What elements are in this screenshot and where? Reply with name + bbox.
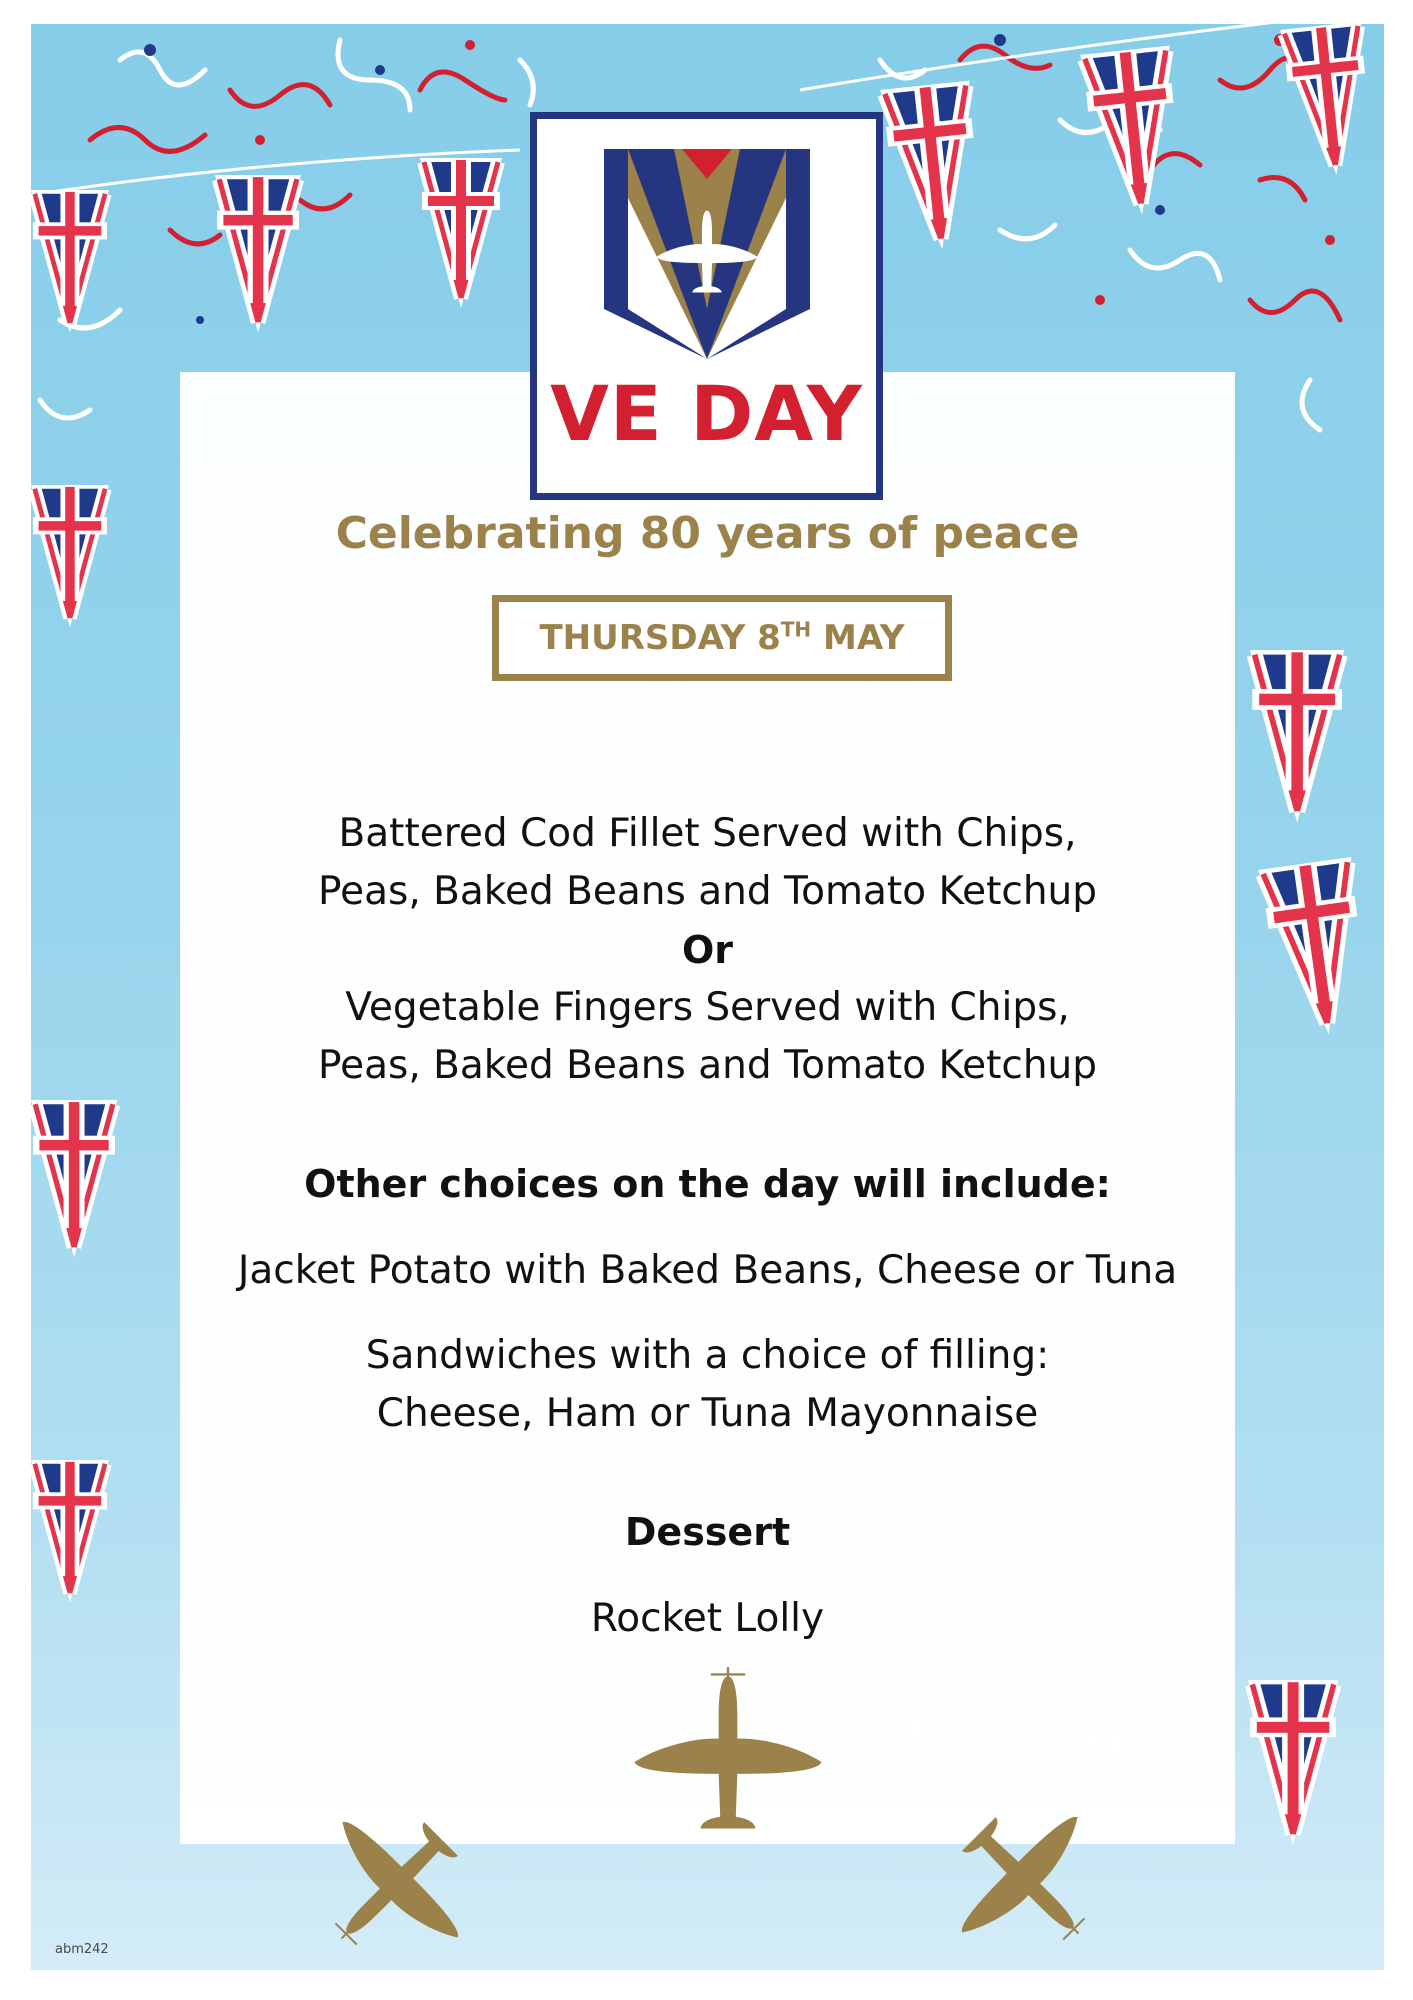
logo-title: VE DAY [550,369,863,458]
main-option-1-line-2: Peas, Baked Beans and Tomato Ketchup [317,869,1098,914]
dessert-heading: Dessert [624,1510,791,1554]
credit-label: abm242 [55,1942,109,1957]
sandwiches-line-2: Cheese, Ham or Tuna Mayonnaise [376,1391,1039,1436]
main-option-2-line-1: Vegetable Fingers Served with Chips, [345,985,1070,1030]
main-option-2-line-2: Peas, Baked Beans and Tomato Ketchup [317,1043,1098,1088]
main-options [180,805,1235,1095]
jacket-potato-block [180,1242,1235,1300]
date-month: MAY [811,618,905,658]
sandwiches-line-1: Sandwiches with a choice of filling: [365,1333,1050,1378]
date-suffix: TH [780,617,812,642]
jacket-potato-item: Jacket Potato with Baked Beans, Cheese or Tuna [237,1248,1178,1293]
tagline: Celebrating 80 years of peace [335,508,1080,559]
v-plane-emblem-icon [604,149,810,359]
or-label: Or [681,928,734,972]
ve-day-logo [530,112,883,500]
main-option-1-line-1: Battered Cod Fillet Served with Chips, [338,811,1077,856]
event-date [492,595,952,681]
sandwiches-block [180,1327,1235,1443]
date-day: THURSDAY 8 [539,618,781,658]
other-choices-heading-block [180,1155,1235,1213]
other-choices-heading: Other choices on the day will include: [304,1162,1111,1206]
dessert-item-block [180,1590,1235,1648]
dessert-item: Rocket Lolly [590,1596,825,1641]
dessert-heading-block [180,1503,1235,1561]
